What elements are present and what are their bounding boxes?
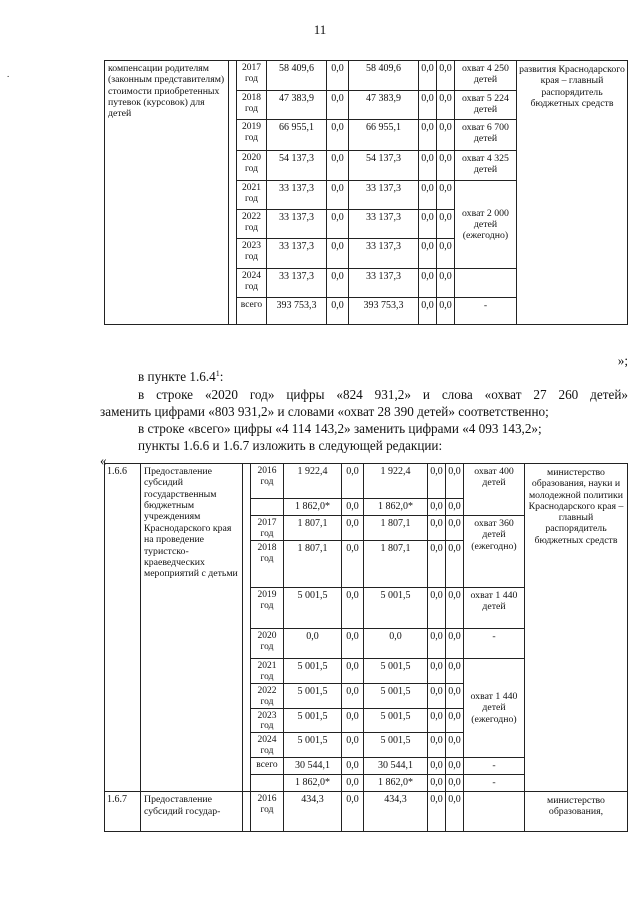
regional-cell: 66 955,1	[349, 120, 419, 151]
total-cell: 5 001,5	[284, 587, 342, 628]
year-cell: 2020 год	[251, 628, 284, 658]
total-cell: 5 001,5	[284, 658, 342, 683]
result-cell: охват 360 детей (ежегодно)	[464, 516, 525, 588]
federal-cell: 0,0	[327, 181, 349, 210]
year-cell: всего	[251, 758, 284, 775]
table-row	[105, 61, 628, 91]
federal-cell: 0,0	[327, 298, 349, 325]
year-cell: 2018 год	[237, 91, 267, 120]
result-cell: -	[455, 298, 517, 325]
total-cell: 33 137,3	[267, 269, 327, 298]
extra-budget-cell: 0,0	[437, 298, 455, 325]
year-cell: 2019 год	[237, 120, 267, 151]
year-cell: 2020 год	[237, 151, 267, 181]
result-cell: охват 4 250 детей	[455, 61, 517, 91]
year-cell: 2016 год	[251, 464, 284, 499]
extra-budget-cell: 0,0	[437, 91, 455, 120]
year-cell: 2017 год	[237, 61, 267, 91]
local-cell: 0,0	[428, 587, 446, 628]
closing-quote: »;	[617, 353, 628, 368]
result-cell	[464, 792, 525, 832]
local-cell: 0,0	[428, 540, 446, 587]
total-cell: 1 862,0*	[284, 499, 342, 516]
year-cell: 2022 год	[237, 210, 267, 239]
extra-budget-cell: 0,0	[446, 775, 464, 792]
total-cell: 1 862,0*	[284, 775, 342, 792]
year-cell: 2024 год	[251, 733, 284, 758]
page-number: 11	[313, 22, 327, 37]
regional-cell: 33 137,3	[349, 210, 419, 239]
regional-cell: 1 807,1	[364, 516, 428, 541]
amendment-clause-text: в пункте 1.6.4	[138, 369, 216, 384]
responsible-party: министерство образования, науки и молодежной политики Краснодарского края – главный распорядитель бюджетных средств	[525, 464, 628, 792]
year-cell: 2017 год	[251, 516, 284, 541]
total-cell: 33 137,3	[267, 210, 327, 239]
year-cell: 2022 год	[251, 683, 284, 708]
federal-cell: 0,0	[342, 758, 364, 775]
extra-budget-cell: 0,0	[437, 269, 455, 298]
total-cell: 0,0	[284, 628, 342, 658]
result-cell: охват 2 000 детей (ежегодно)	[455, 181, 517, 269]
extra-budget-cell: 0,0	[446, 708, 464, 733]
amendment-colon: :	[219, 369, 224, 384]
extra-budget-cell: 0,0	[446, 464, 464, 499]
local-cell: 0,0	[428, 499, 446, 516]
result-cell: охват 1 440 детей (ежегодно)	[464, 658, 525, 757]
year-cell: 2018 год	[251, 540, 284, 587]
regional-cell: 5 001,5	[364, 587, 428, 628]
regional-cell: 54 137,3	[349, 151, 419, 181]
amendment-line-replace: заменить цифрами «803 931,2» и словами «охват 28 390 детей» соответственно;	[100, 404, 549, 419]
local-cell: 0,0	[428, 658, 446, 683]
opening-quote: «	[100, 453, 107, 468]
total-cell: 1 807,1	[284, 540, 342, 587]
local-cell: 0,0	[428, 733, 446, 758]
responsible-party: развития Краснодарского края – главный распорядитель бюджетных средств	[517, 61, 628, 325]
federal-cell: 0,0	[342, 792, 364, 832]
extra-budget-cell: 0,0	[446, 499, 464, 516]
total-cell: 47 383,9	[267, 91, 327, 120]
empty-column	[229, 61, 237, 325]
extra-budget-cell: 0,0	[446, 733, 464, 758]
extra-budget-cell: 0,0	[446, 683, 464, 708]
regional-cell: 33 137,3	[349, 239, 419, 269]
total-cell: 66 955,1	[267, 120, 327, 151]
regional-cell: 1 922,4	[364, 464, 428, 499]
table-row	[105, 464, 628, 499]
total-cell: 33 137,3	[267, 181, 327, 210]
amendment-superscript: 1	[215, 369, 220, 378]
regional-cell: 1 807,1	[364, 540, 428, 587]
federal-cell: 0,0	[342, 540, 364, 587]
result-cell: -	[464, 758, 525, 775]
regional-cell: 5 001,5	[364, 733, 428, 758]
total-cell: 5 001,5	[284, 708, 342, 733]
federal-cell: 0,0	[342, 516, 364, 541]
year-cell: 2021 год	[251, 658, 284, 683]
regional-cell: 5 001,5	[364, 683, 428, 708]
regional-cell: 33 137,3	[349, 269, 419, 298]
local-cell: 0,0	[428, 758, 446, 775]
empty-column	[243, 464, 251, 792]
local-cell: 0,0	[419, 181, 437, 210]
measure-description: Предоставление субсидий государ-	[141, 792, 243, 832]
extra-budget-cell: 0,0	[437, 120, 455, 151]
local-cell: 0,0	[428, 708, 446, 733]
regional-cell: 33 137,3	[349, 181, 419, 210]
federal-cell: 0,0	[327, 269, 349, 298]
result-cell: охват 5 224 детей	[455, 91, 517, 120]
regional-cell: 1 862,0*	[364, 499, 428, 516]
result-cell: охват 1 440 детей	[464, 587, 525, 628]
extra-budget-cell: 0,0	[446, 758, 464, 775]
local-cell: 0,0	[428, 792, 446, 832]
local-cell: 0,0	[419, 91, 437, 120]
extra-budget-cell: 0,0	[446, 516, 464, 541]
total-cell: 5 001,5	[284, 733, 342, 758]
local-cell: 0,0	[419, 239, 437, 269]
local-cell: 0,0	[419, 298, 437, 325]
federal-cell: 0,0	[342, 733, 364, 758]
federal-cell: 0,0	[327, 210, 349, 239]
regional-cell: 393 753,3	[349, 298, 419, 325]
extra-budget-cell: 0,0	[437, 210, 455, 239]
federal-cell: 0,0	[327, 120, 349, 151]
result-cell: охват 400 детей	[464, 464, 525, 516]
funding-table-new	[104, 463, 628, 832]
regional-cell: 47 383,9	[349, 91, 419, 120]
funding-table-continued	[104, 60, 628, 325]
regional-cell: 5 001,5	[364, 708, 428, 733]
total-cell: 393 753,3	[267, 298, 327, 325]
year-cell: 2023 год	[237, 239, 267, 269]
year-cell: 2023 год	[251, 708, 284, 733]
year-cell	[251, 499, 284, 516]
extra-budget-cell: 0,0	[437, 151, 455, 181]
empty-column	[243, 792, 251, 832]
regional-cell: 30 544,1	[364, 758, 428, 775]
regional-cell: 1 862,0*	[364, 775, 428, 792]
year-cell: 2024 год	[237, 269, 267, 298]
total-cell: 5 001,5	[284, 683, 342, 708]
measure-description: Предоставление субсидий государственным бюджетным учреждениям Краснодарского края на проведение туристско-краеведческих мероприятий с детьми	[141, 464, 243, 792]
local-cell: 0,0	[419, 120, 437, 151]
total-cell: 1 922,4	[284, 464, 342, 499]
year-cell: 2019 год	[251, 587, 284, 628]
local-cell: 0,0	[419, 210, 437, 239]
responsible-party: министерство образования,	[525, 792, 628, 832]
year-cell: 2016 год	[251, 792, 284, 832]
federal-cell: 0,0	[342, 587, 364, 628]
extra-budget-cell: 0,0	[446, 628, 464, 658]
amendment-line-2020: в строке «2020 год» цифры «824 931,2» и слова «охват 27 260 детей»	[138, 387, 628, 402]
year-cell	[251, 775, 284, 792]
local-cell: 0,0	[428, 516, 446, 541]
local-cell: 0,0	[428, 683, 446, 708]
extra-budget-cell: 0,0	[437, 181, 455, 210]
federal-cell: 0,0	[327, 151, 349, 181]
year-cell: 2021 год	[237, 181, 267, 210]
total-cell: 33 137,3	[267, 239, 327, 269]
item-number: 1.6.7	[105, 792, 141, 832]
total-cell: 1 807,1	[284, 516, 342, 541]
federal-cell: 0,0	[342, 499, 364, 516]
table-row	[105, 792, 628, 832]
margin-mark: .	[7, 69, 10, 79]
federal-cell: 0,0	[327, 61, 349, 91]
regional-cell: 5 001,5	[364, 658, 428, 683]
local-cell: 0,0	[428, 628, 446, 658]
amendment-line-items: пункты 1.6.6 и 1.6.7 изложить в следующей редакции:	[138, 438, 443, 453]
year-cell: всего	[237, 298, 267, 325]
extra-budget-cell: 0,0	[446, 658, 464, 683]
item-number: 1.6.6	[105, 464, 141, 792]
federal-cell: 0,0	[342, 775, 364, 792]
result-cell: -	[464, 628, 525, 658]
federal-cell: 0,0	[342, 464, 364, 499]
regional-cell: 0,0	[364, 628, 428, 658]
total-cell: 30 544,1	[284, 758, 342, 775]
amendment-clause-1-6-4	[100, 368, 628, 387]
result-cell: охват 4 325 детей	[455, 151, 517, 181]
federal-cell: 0,0	[342, 628, 364, 658]
federal-cell: 0,0	[327, 91, 349, 120]
extra-budget-cell: 0,0	[446, 792, 464, 832]
extra-budget-cell: 0,0	[437, 61, 455, 91]
regional-cell: 58 409,6	[349, 61, 419, 91]
local-cell: 0,0	[419, 61, 437, 91]
local-cell: 0,0	[419, 269, 437, 298]
result-cell: охват 6 700 детей	[455, 120, 517, 151]
extra-budget-cell: 0,0	[446, 587, 464, 628]
regional-cell: 434,3	[364, 792, 428, 832]
local-cell: 0,0	[428, 464, 446, 499]
amendment-line-total: в строке «всего» цифры «4 114 143,2» заменить цифрами «4 093 143,2»;	[138, 421, 542, 436]
federal-cell: 0,0	[342, 708, 364, 733]
total-cell: 58 409,6	[267, 61, 327, 91]
extra-budget-cell: 0,0	[446, 540, 464, 587]
result-cell: -	[464, 775, 525, 792]
measure-description: компенсации родителям (законным представителям) стоимости приобретенных путевок (курсовок) для детей	[105, 61, 229, 325]
total-cell: 434,3	[284, 792, 342, 832]
local-cell: 0,0	[428, 775, 446, 792]
extra-budget-cell: 0,0	[437, 239, 455, 269]
federal-cell: 0,0	[342, 683, 364, 708]
federal-cell: 0,0	[327, 239, 349, 269]
local-cell: 0,0	[419, 151, 437, 181]
total-cell: 54 137,3	[267, 151, 327, 181]
federal-cell: 0,0	[342, 658, 364, 683]
